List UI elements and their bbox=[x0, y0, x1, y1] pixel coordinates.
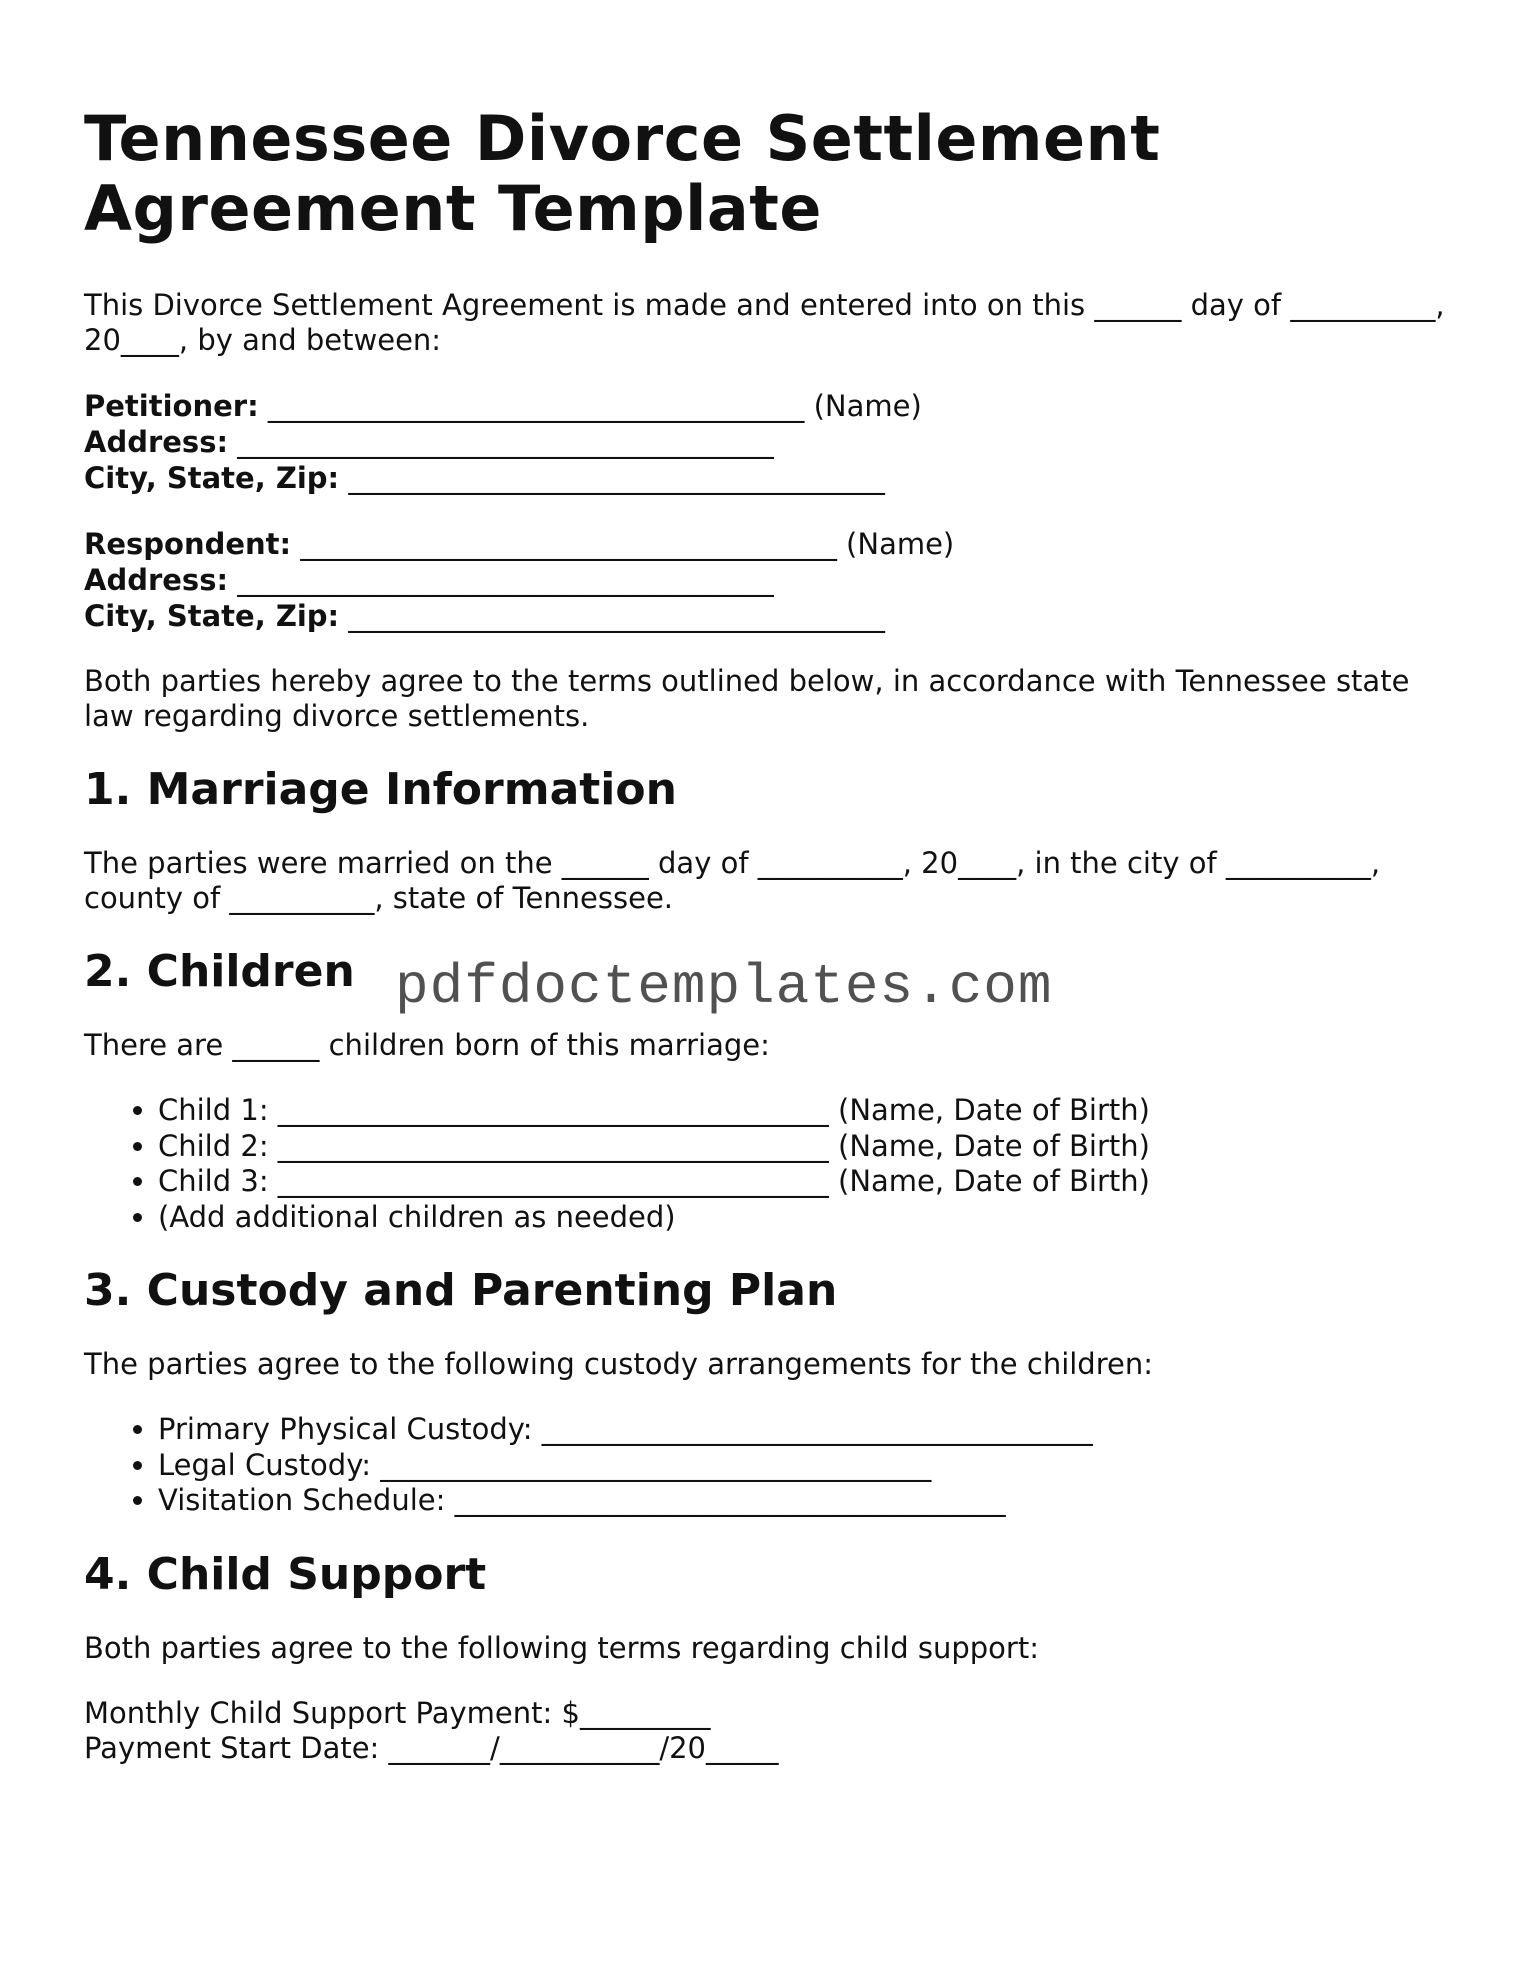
support-paragraph: Both parties agree to the following terms regarding child support: bbox=[84, 1630, 1039, 1665]
petitioner-name-blank: _____________________________________ (Name) bbox=[267, 389, 922, 423]
respondent-address-line bbox=[84, 562, 1464, 598]
agreement-paragraph: Both parties hereby agree to the terms outlined below, in accordance with Tennessee state law regarding divorce settlements. bbox=[84, 664, 1410, 733]
petitioner-block bbox=[84, 388, 1464, 496]
petitioner-address-label: Address: bbox=[84, 425, 229, 459]
petitioner-name-line bbox=[84, 388, 1464, 424]
support-start-line: Payment Start Date: _______/___________/20_____ bbox=[84, 1730, 779, 1765]
petitioner-city-line bbox=[84, 460, 1464, 496]
document-title: Tennessee Divorce Settlement Agreement Template bbox=[84, 102, 1161, 245]
respondent-name-line bbox=[84, 526, 1464, 562]
respondent-city-blank: _____________________________________ bbox=[348, 599, 885, 633]
respondent-name-blank: _____________________________________ (Name) bbox=[300, 527, 955, 561]
custody-list bbox=[84, 1412, 1464, 1519]
list-item: • Child 3: ______________________________________ (Name, Date of Birth) bbox=[158, 1164, 1464, 1200]
list-item: • Child 1: ______________________________________ (Name, Date of Birth) bbox=[158, 1093, 1464, 1129]
respondent-city-label: City, State, Zip: bbox=[84, 599, 340, 633]
section-heading-marriage: 1. Marriage Information bbox=[84, 764, 677, 815]
petitioner-label: Petitioner: bbox=[84, 389, 259, 423]
respondent-address-blank: _____________________________________ bbox=[237, 563, 774, 597]
document-page bbox=[84, 104, 1464, 1766]
marriage-paragraph: The parties were married on the ______ day of __________, 20____, in the city of __________, county of __________, state of Tennessee. bbox=[84, 846, 1381, 915]
petitioner-city-label: City, State, Zip: bbox=[84, 461, 340, 495]
list-item: • Visitation Schedule: ______________________________________ bbox=[158, 1483, 1464, 1519]
list-item: • (Add additional children as needed) bbox=[158, 1200, 1464, 1236]
petitioner-address-line bbox=[84, 424, 1464, 460]
watermark-text: pdfdoctemplates.com bbox=[395, 955, 1053, 1019]
list-item: • Legal Custody: ______________________________________ bbox=[158, 1448, 1464, 1484]
section-heading-custody: 3. Custody and Parenting Plan bbox=[84, 1265, 838, 1316]
petitioner-city-blank: _____________________________________ bbox=[348, 461, 885, 495]
respondent-city-line bbox=[84, 598, 1464, 634]
respondent-label: Respondent: bbox=[84, 527, 292, 561]
section-heading-support: 4. Child Support bbox=[84, 1548, 487, 1600]
intro-paragraph: This Divorce Settlement Agreement is made and entered into on this ______ day of __________, 20____, by and between: bbox=[84, 288, 1445, 357]
respondent-address-label: Address: bbox=[84, 563, 229, 597]
custody-paragraph: The parties agree to the following custody arrangements for the children: bbox=[84, 1347, 1153, 1381]
children-list bbox=[84, 1093, 1464, 1235]
list-item: • Child 2: ______________________________________ (Name, Date of Birth) bbox=[158, 1129, 1464, 1165]
list-item: • Primary Physical Custody: ______________________________________ bbox=[158, 1412, 1464, 1448]
petitioner-address-blank: _____________________________________ bbox=[237, 425, 774, 459]
support-payment-line: Monthly Child Support Payment: $_________ bbox=[84, 1695, 711, 1730]
children-paragraph: There are ______ children born of this marriage: bbox=[84, 1028, 770, 1062]
section-heading-children: 2. Children bbox=[84, 946, 355, 997]
respondent-block bbox=[84, 526, 1464, 634]
